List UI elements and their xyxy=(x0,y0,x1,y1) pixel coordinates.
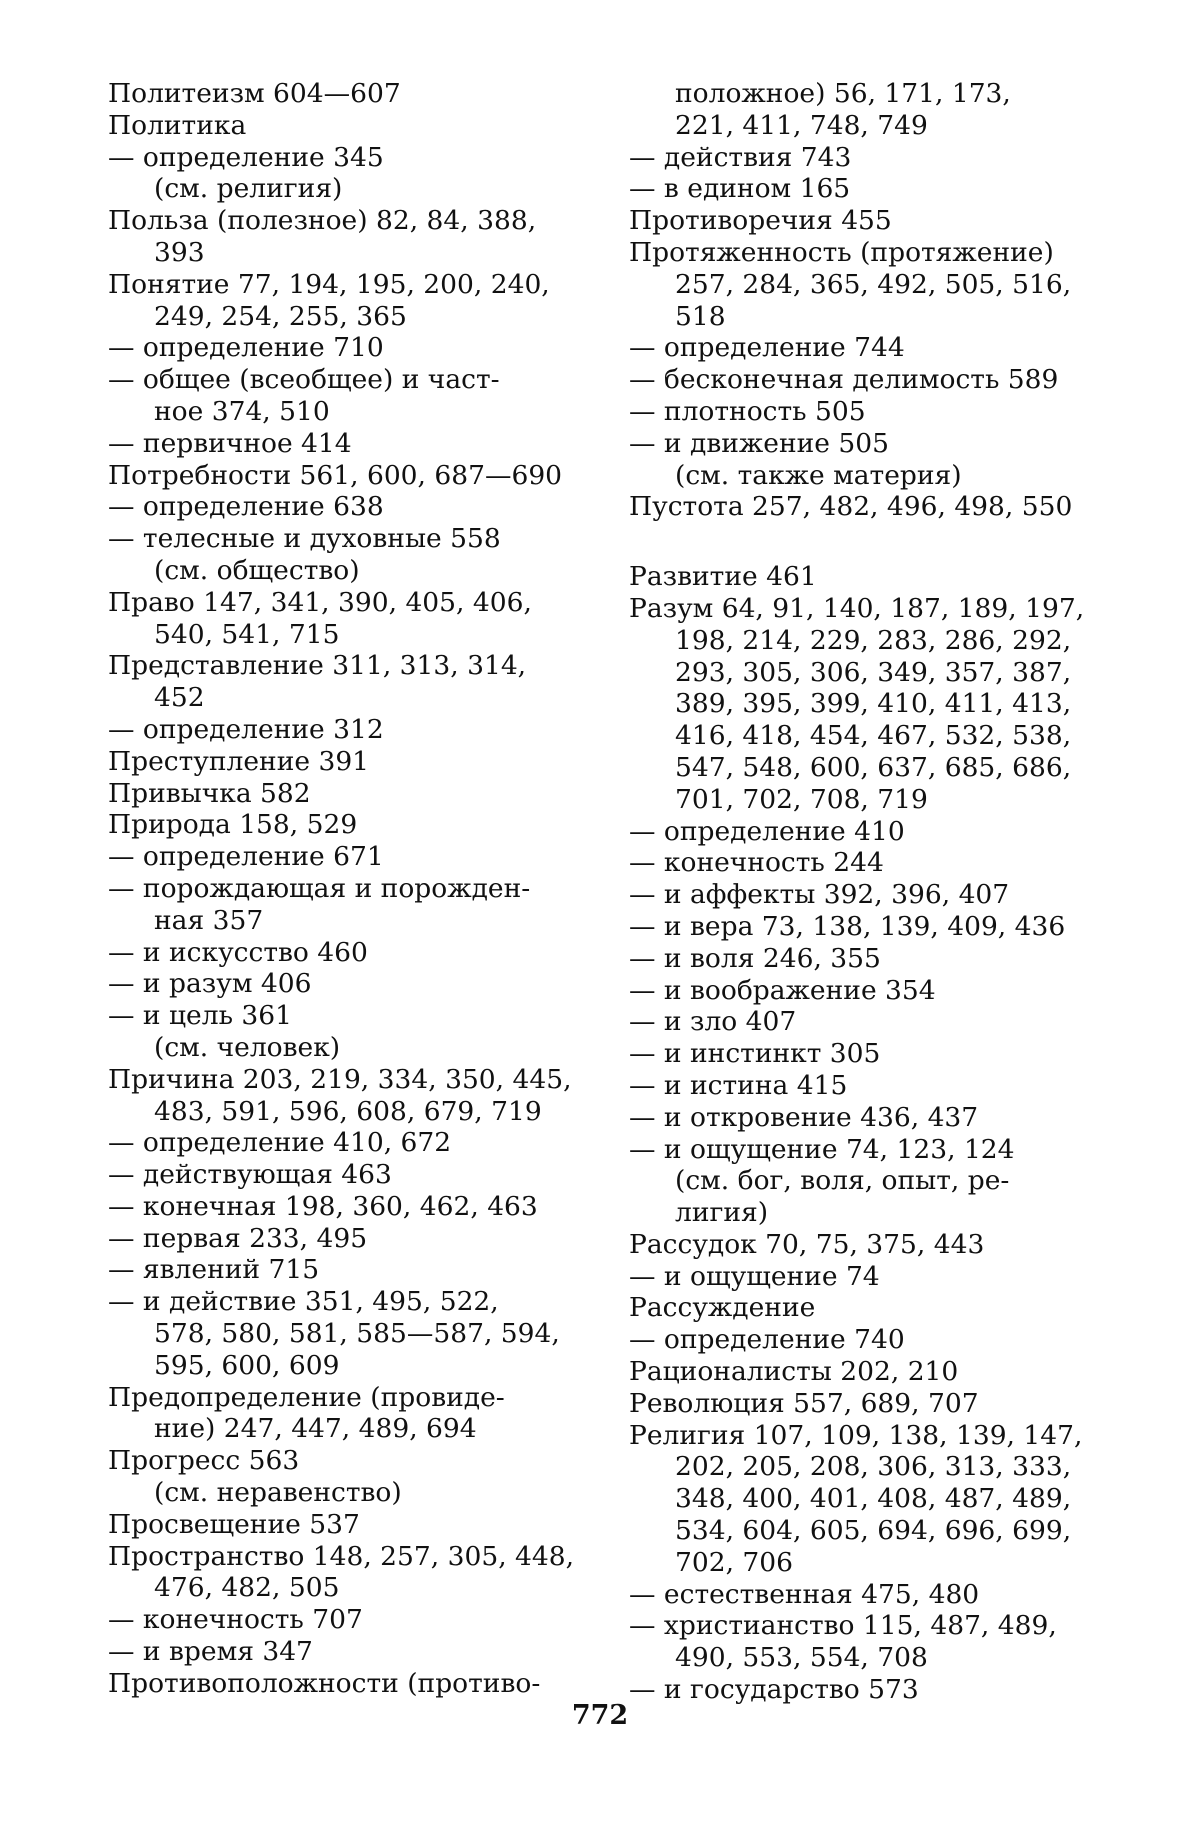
index-subentry: — и аффекты 392, 396, 407 xyxy=(629,879,1010,911)
index-subentry: — определение 345 xyxy=(108,141,384,173)
index-subentry: — и разум 406 xyxy=(108,968,312,1000)
index-entry: Рационалисты 202, 210 xyxy=(629,1356,959,1388)
index-entry: Предопределение (провиде- xyxy=(108,1381,505,1413)
index-subentry: — и истина 415 xyxy=(629,1069,848,1101)
index-subentry: — телесные и духовные 558 xyxy=(108,523,501,555)
index-subentry: — конечность 244 xyxy=(629,847,884,879)
index-entry: Право 147, 341, 390, 405, 406, xyxy=(108,586,532,618)
index-subentry: — определение 671 xyxy=(108,841,384,873)
index-continuation: 389, 395, 399, 410, 411, 413, xyxy=(675,688,1072,720)
index-entry: Рассудок 70, 75, 375, 443 xyxy=(629,1228,985,1260)
index-continuation: ное 374, 510 xyxy=(154,395,330,427)
page-number: 772 xyxy=(571,1700,629,1731)
index-subentry: — и воображение 354 xyxy=(629,974,936,1006)
index-subentry: — и зло 407 xyxy=(629,1006,797,1038)
index-cross-reference: (см. человек) xyxy=(154,1031,341,1063)
index-entry: Польза (полезное) 82, 84, 388, xyxy=(108,205,537,237)
index-entry: Представление 311, 313, 314, xyxy=(108,650,527,682)
index-continuation: 249, 254, 255, 365 xyxy=(154,300,407,332)
index-continuation: 202, 205, 208, 306, 313, 333, xyxy=(675,1451,1072,1483)
index-subentry: — и действие 351, 495, 522, xyxy=(108,1286,499,1318)
index-subentry: — конечная 198, 360, 462, 463 xyxy=(108,1190,538,1222)
index-entry: Революция 557, 689, 707 xyxy=(629,1387,979,1419)
index-entry: Природа 158, 529 xyxy=(108,809,358,841)
index-subentry: — первичное 414 xyxy=(108,427,352,459)
index-subentry: — и откровение 436, 437 xyxy=(629,1101,979,1133)
index-column-left xyxy=(108,78,578,1700)
index-continuation: 540, 541, 715 xyxy=(154,618,340,650)
index-subentry: — определение 744 xyxy=(629,332,905,364)
index-subentry: — и государство 573 xyxy=(629,1674,919,1706)
index-continuation: 547, 548, 600, 637, 685, 686, xyxy=(675,751,1072,783)
index-continuation: 348, 400, 401, 408, 487, 489, xyxy=(675,1483,1072,1515)
index-cross-reference: (см. неравенство) xyxy=(154,1477,402,1509)
index-entry: Понятие 77, 194, 195, 200, 240, xyxy=(108,268,550,300)
index-subentry: — и цель 361 xyxy=(108,1000,292,1032)
index-entry: Пустота 257, 482, 496, 498, 550 xyxy=(629,491,1073,523)
index-subentry: — определение 410, 672 xyxy=(108,1127,452,1159)
index-continuation: 518 xyxy=(675,300,726,332)
index-cross-reference: (см. бог, воля, опыт, ре- xyxy=(675,1165,1010,1197)
index-entry: Протяженность (протяжение) xyxy=(629,236,1054,268)
index-entry: Рассуждение xyxy=(629,1292,816,1324)
index-cross-reference: (см. общество) xyxy=(154,554,360,586)
index-entry: Развитие 461 xyxy=(629,561,817,593)
index-entry: Политеизм 604—607 xyxy=(108,78,401,109)
index-subentry: — и инстинкт 305 xyxy=(629,1038,881,1070)
index-continuation: 198, 214, 229, 283, 286, 292, xyxy=(675,624,1072,656)
index-entry: Политика xyxy=(108,109,247,141)
index-continuation: ная 357 xyxy=(154,904,264,936)
index-continuation: 293, 305, 306, 349, 357, 387, xyxy=(675,656,1072,688)
index-continuation: 595, 600, 609 xyxy=(154,1349,340,1381)
index-subentry: — определение 410 xyxy=(629,815,905,847)
index-subentry: — определение 638 xyxy=(108,491,384,523)
index-entry: Разум 64, 91, 140, 187, 189, 197, xyxy=(629,592,1085,624)
index-subentry: — и время 347 xyxy=(108,1636,313,1668)
index-subentry: — плотность 505 xyxy=(629,395,866,427)
index-subentry: — определение 710 xyxy=(108,332,384,364)
index-subentry: — первая 233, 495 xyxy=(108,1222,368,1254)
index-entry: Преступление 391 xyxy=(108,745,370,777)
index-subentry: — конечность 707 xyxy=(108,1604,363,1636)
index-entry: Прогресс 563 xyxy=(108,1445,300,1477)
index-entry: Просвещение 537 xyxy=(108,1508,360,1540)
index-subentry: — определение 740 xyxy=(629,1324,905,1356)
index-subentry: — и ощущение 74 xyxy=(629,1260,880,1292)
index-continuation: 257, 284, 365, 492, 505, 516, xyxy=(675,268,1072,300)
index-subentry: — и движение 505 xyxy=(629,427,889,459)
index-continuation: 393 xyxy=(154,236,205,268)
index-continuation: 476, 482, 505 xyxy=(154,1572,340,1604)
index-entry: Противоречия 455 xyxy=(629,205,892,237)
index-continuation: 490, 553, 554, 708 xyxy=(675,1642,928,1674)
index-continuation: 534, 604, 605, 694, 696, 699, xyxy=(675,1515,1072,1547)
index-continuation: 416, 418, 454, 467, 532, 538, xyxy=(675,720,1072,752)
index-cross-reference: лигия) xyxy=(675,1197,769,1229)
index-continuation: 483, 591, 596, 608, 679, 719 xyxy=(154,1095,542,1127)
index-subentry: — и вера 73, 138, 139, 409, 436 xyxy=(629,910,1066,942)
index-continuation: положное) 56, 171, 173, xyxy=(675,78,1011,109)
index-continuation: ние) 247, 447, 489, 694 xyxy=(154,1413,477,1445)
index-subentry: — действующая 463 xyxy=(108,1159,392,1191)
index-subentry: — и ощущение 74, 123, 124 xyxy=(629,1133,1015,1165)
index-continuation: 702, 706 xyxy=(675,1546,794,1578)
index-subentry: — общее (всеобщее) и част- xyxy=(108,364,500,396)
index-entry: Причина 203, 219, 334, 350, 445, xyxy=(108,1063,572,1095)
index-subentry: — христианство 115, 487, 489, xyxy=(629,1610,1057,1642)
index-subentry: — определение 312 xyxy=(108,713,384,745)
index-subentry: — явлений 715 xyxy=(108,1254,320,1286)
index-entry: Пространство 148, 257, 305, 448, xyxy=(108,1540,575,1572)
index-subentry: — действия 743 xyxy=(629,141,852,173)
index-column-right xyxy=(629,78,1099,1706)
index-cross-reference: (см. религия) xyxy=(154,173,343,205)
index-continuation: 701, 702, 708, 719 xyxy=(675,783,928,815)
index-subentry: — естественная 475, 480 xyxy=(629,1578,980,1610)
index-continuation: 221, 411, 748, 749 xyxy=(675,109,928,141)
index-subentry: — и воля 246, 355 xyxy=(629,942,881,974)
index-cross-reference: (см. также материя) xyxy=(675,459,962,491)
index-subentry: — бесконечная делимость 589 xyxy=(629,364,1059,396)
index-entry: Потребности 561, 600, 687—690 xyxy=(108,459,563,491)
index-subentry: — и искусство 460 xyxy=(108,936,368,968)
index-entry: Религия 107, 109, 138, 139, 147, xyxy=(629,1419,1083,1451)
index-entry: Привычка 582 xyxy=(108,777,311,809)
index-subentry: — порождающая и порожден- xyxy=(108,872,531,904)
index-continuation: 578, 580, 581, 585—587, 594, xyxy=(154,1318,560,1350)
index-entry: Противоположности (противо- xyxy=(108,1667,541,1699)
index-continuation: 452 xyxy=(154,682,205,714)
section-gap xyxy=(629,523,1099,561)
index-subentry: — в едином 165 xyxy=(629,173,851,205)
